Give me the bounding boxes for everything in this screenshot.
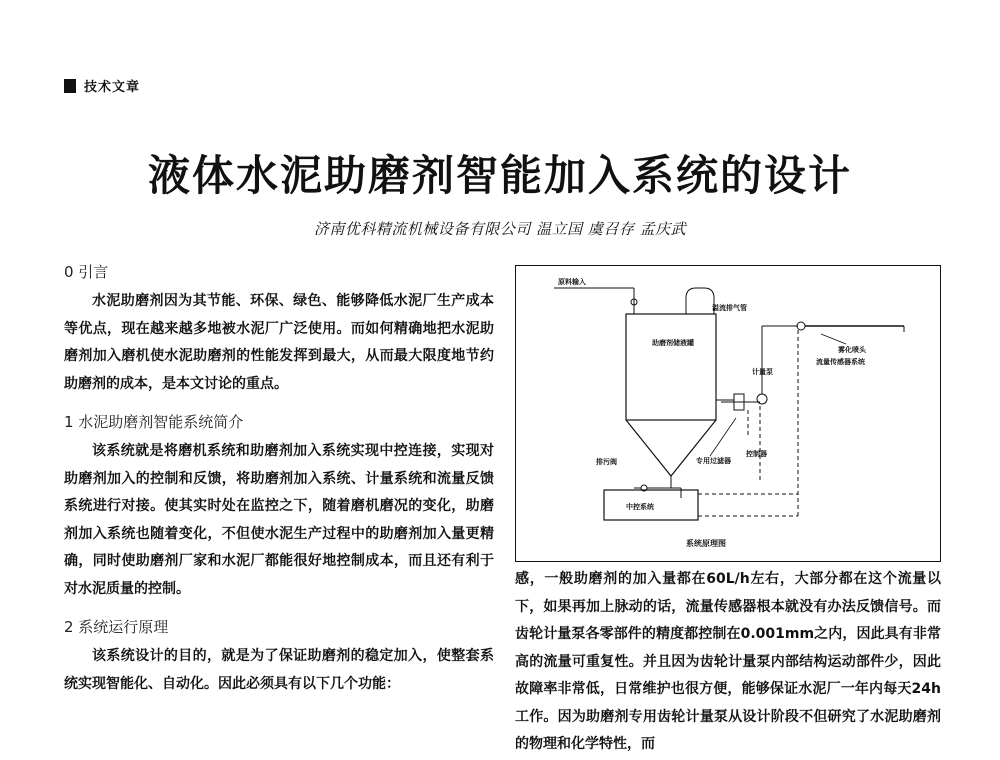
paragraph: 该系统设计的目的，就是为了保证助磨剂的稳定加入，使整套系统实现智能化、自动化。因此必须具有以下几个功能：: [64, 648, 494, 692]
drain-label: 排污阀: [596, 458, 617, 466]
square-bullet-icon: [64, 79, 76, 93]
tank-cone: [626, 420, 716, 476]
filter-label: 专用过滤器: [696, 457, 731, 465]
feed-in-label: 原料输入: [558, 278, 586, 286]
section-tag-label: 技术文章: [84, 80, 141, 95]
authors: 济南优科精流机械设备有限公司 温立国 虞召存 孟庆武: [313, 220, 687, 238]
tank-label: 助磨剂储液罐: [652, 339, 694, 347]
pump-icon: [757, 394, 767, 404]
section-heading: 2 系统运行原理: [64, 618, 169, 636]
system-diagram: [516, 266, 939, 560]
paragraph: 感，一般助磨剂的加入量都在60L/h左右，大部分都在这个流量以下，如果再加上脉动的话，流量传感器根本就没有办法反馈信号。而齿轮计量泵各零部件的精度都控制在0.001mm之内，因此具有非常高的流量可重复性。并且因为齿轮计量泵内部结构运动部件少，因此故障率非常低，日常维护也很方便，能够保证水泥厂一年内每天24h工作。因为助磨剂专用齿轮计量泵从设计阶段不但研究了水泥助磨剂的物理和化学特性，而: [515, 571, 941, 752]
pump-label: 计量泵: [752, 368, 773, 376]
right-column: [515, 566, 941, 759]
paragraph: 水泥助磨剂因为其节能、环保、绿色、能够降低水泥厂生产成本等优点，现在越来越多地被水泥厂广泛使用。而如何精确地把水泥助磨剂加入磨机使水泥助磨剂的性能发挥到最大，从而最大限度地节约助磨剂的成本，是本文讨论的重点。: [64, 293, 494, 392]
sensor-icon: [797, 322, 805, 330]
left-column: [64, 256, 494, 706]
tank-body: [626, 314, 716, 420]
controller-label: 控制器: [746, 450, 767, 458]
leader-line: [821, 334, 846, 344]
system-diagram-figure: [515, 265, 941, 562]
article-title: 液体水泥助磨剂智能加入系统的设计: [147, 151, 852, 200]
leader-line: [710, 418, 736, 456]
section-heading: 0 引言: [64, 263, 109, 281]
figure-caption: 系统原理图: [686, 539, 726, 548]
section-heading: 1 水泥助磨剂智能系统简介: [64, 413, 244, 431]
nozzle-label: 雾化喷头: [838, 346, 866, 354]
paragraph: 该系统就是将磨机系统和助磨剂加入系统实现中控连接，实现对助磨剂加入的控制和反馈，将助磨剂加入系统、计量系统和流量反馈系统进行对接。使其实时处在监控之下，随着磨机磨况的变化，助磨剂加入系统也随着变化，不但使水泥生产过程中的助磨剂加入量更精确，同时使助磨剂厂家和水泥厂都能很好地控制成本，而且还有利于对水泥质量的控制。: [64, 443, 494, 597]
vent-pipe: [686, 288, 714, 314]
section-tag: [64, 76, 140, 95]
sensor-label: 流量传感器系统: [816, 358, 865, 366]
central-label: 中控系统: [626, 503, 654, 511]
vent-label: 溢流排气管: [712, 304, 747, 312]
